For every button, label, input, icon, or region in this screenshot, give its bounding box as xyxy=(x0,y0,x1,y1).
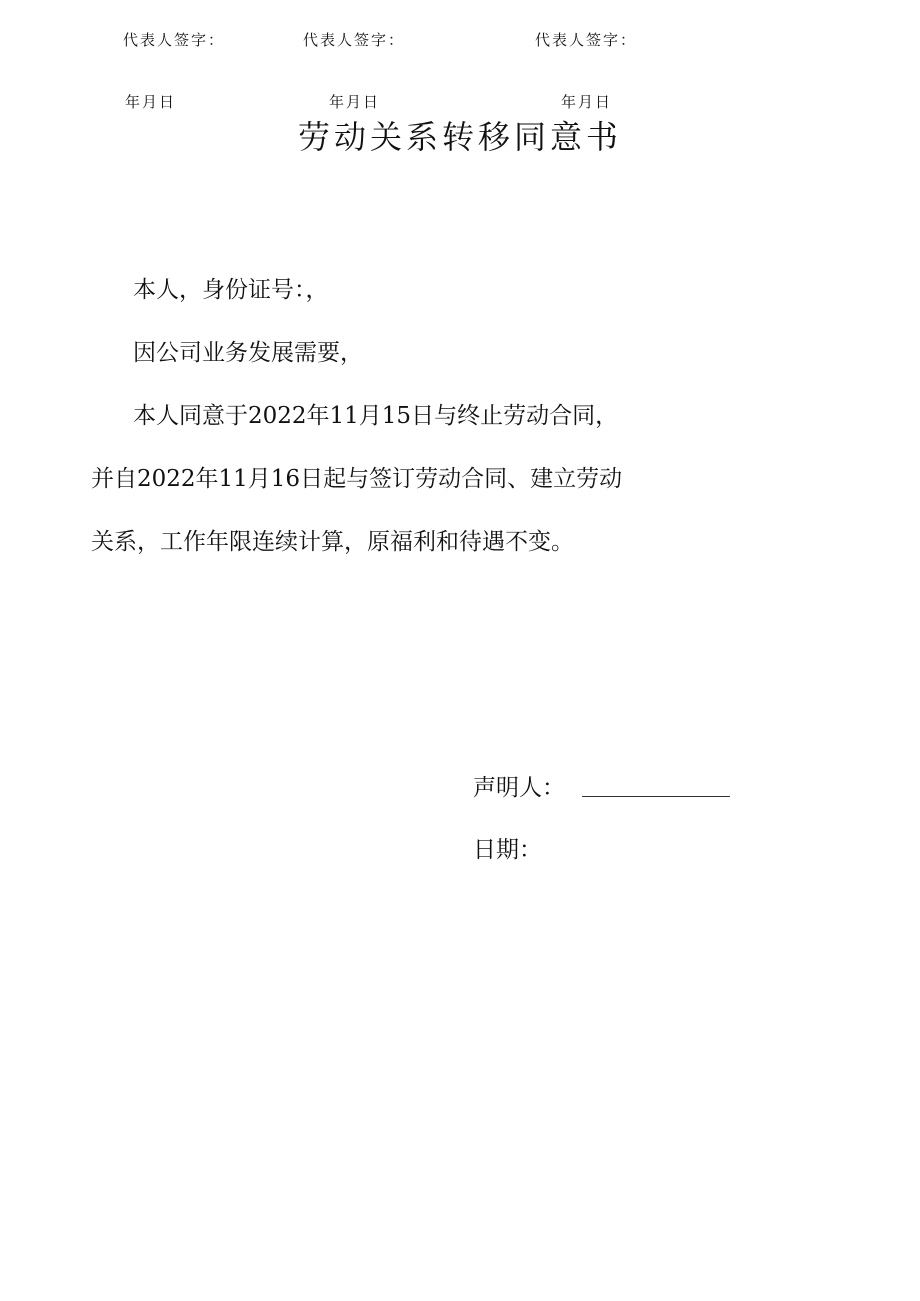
date-label: 日期： xyxy=(473,837,542,863)
signature-date-2: 年月日 xyxy=(329,93,381,111)
declarant-signature-line xyxy=(582,796,730,797)
document-title: 劳动关系转移同意书 xyxy=(297,118,622,156)
paragraph-agreement-cont-1: 并自2022年11月16日起与签订劳动合同、建立劳动 xyxy=(91,466,623,492)
paragraph-agreement: 本人同意于2022年11月15日与终止劳动合同， xyxy=(133,403,619,429)
paragraph-reason: 因公司业务发展需要， xyxy=(133,340,363,366)
paragraph-agreement-cont-2: 关系，工作年限连续计算，原福利和待遇不变。 xyxy=(91,529,574,555)
signature-date-3: 年月日 xyxy=(561,93,613,111)
declarant-label: 声明人： xyxy=(473,775,565,801)
signature-label-3: 代表人签字： xyxy=(535,31,638,49)
signature-date-1: 年月日 xyxy=(125,93,177,111)
signature-label-2: 代表人签字： xyxy=(303,31,406,49)
signature-label-1: 代表人签字： xyxy=(123,31,226,49)
paragraph-identity: 本人，身份证号：， xyxy=(133,277,329,303)
